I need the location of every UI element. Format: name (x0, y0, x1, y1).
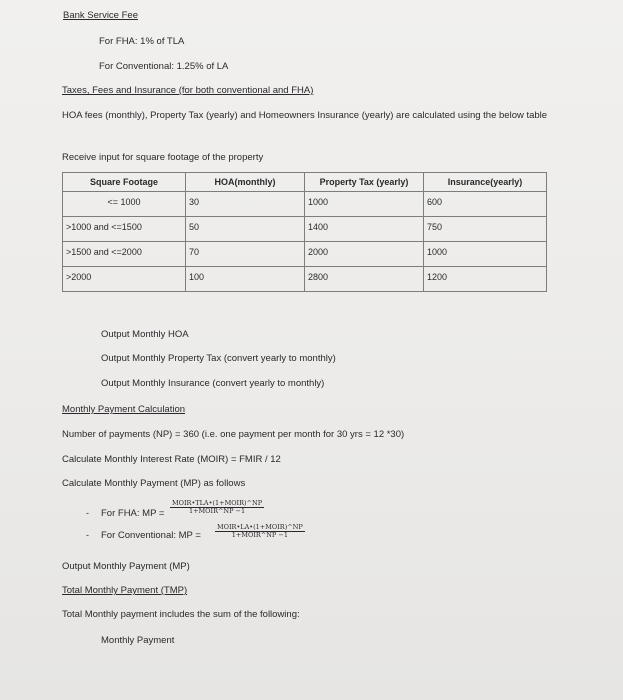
table-cell: 50 (186, 217, 305, 242)
fha-formula-numerator: MOIR•TLA•(1+MOIR)^NP (172, 499, 263, 507)
conventional-formula-numerator: MOIR•LA•(1+MOIR)^NP (217, 523, 303, 531)
bank-fee-conventional: For Conventional: 1.25% of LA (99, 61, 229, 72)
table-cell: 100 (186, 267, 305, 292)
table-cell: 1200 (424, 267, 547, 292)
table-row (63, 242, 547, 267)
output-tax: Output Monthly Property Tax (convert yearly to monthly) (101, 353, 336, 364)
payment-heading: Monthly Payment Calculation (62, 404, 186, 415)
header-insurance: Insurance(yearly) (424, 173, 547, 192)
table-cell: 2800 (305, 267, 424, 292)
monthly-interest-rate: Calculate Monthly Interest Rate (MOIR) = FMIR / 12 (62, 454, 281, 465)
table-cell: >1500 and <=2000 (63, 242, 186, 267)
output-monthly-payment: Output Monthly Payment (MP) (62, 561, 190, 572)
table-cell: 70 (186, 242, 305, 267)
table-cell: 30 (186, 192, 305, 217)
monthly-payment-intro: Calculate Monthly Payment (MP) as follows (62, 478, 246, 489)
conventional-formula-denominator: 1+MOIR^NP −1 (231, 531, 288, 539)
fha-formula-label: For FHA: MP = (101, 508, 165, 519)
fha-formula (170, 500, 264, 515)
bullet-marker: - (86, 530, 89, 540)
table-cell: 750 (424, 217, 547, 242)
header-hoa: HOA(monthly) (186, 173, 305, 192)
table-header-row (63, 173, 547, 192)
output-insurance: Output Monthly Insurance (convert yearly to monthly) (101, 378, 325, 389)
conventional-formula (215, 524, 305, 539)
total-payment-item-monthly-payment: Monthly Payment (101, 635, 175, 646)
table-cell: >2000 (63, 267, 186, 292)
taxes-description: HOA fees (monthly), Property Tax (yearly) and Homeowners Insurance (yearly) are calculated using the below table (62, 110, 548, 121)
table-cell: 1000 (424, 242, 547, 267)
table-cell: 1000 (305, 192, 424, 217)
total-payment-heading: Total Monthly Payment (TMP) (62, 585, 188, 596)
table-cell: 600 (424, 192, 547, 217)
table-row (63, 267, 547, 292)
bullet-marker: - (86, 508, 89, 518)
fha-formula-denominator: 1+MOIR^NP −1 (188, 507, 246, 515)
table-cell: <= 1000 (63, 192, 186, 217)
table-cell: 2000 (305, 242, 424, 267)
fee-table (62, 172, 547, 292)
bank-fee-fha: For FHA: 1% of TLA (99, 36, 185, 47)
table-row (63, 217, 547, 242)
total-payment-description: Total Monthly payment includes the sum of the following: (62, 609, 300, 620)
header-square-footage: Square Footage (63, 173, 186, 192)
bank-fee-heading: Bank Service Fee (63, 10, 138, 21)
conventional-formula-label: For Conventional: MP = (101, 530, 201, 541)
header-property-tax: Property Tax (yearly) (305, 173, 424, 192)
taxes-heading: Taxes, Fees and Insurance (for both conventional and FHA) (62, 85, 314, 96)
table-cell: >1000 and <=1500 (63, 217, 186, 242)
output-hoa: Output Monthly HOA (101, 329, 189, 340)
number-of-payments: Number of payments (NP) = 360 (i.e. one payment per month for 30 yrs = 12 *30) (62, 429, 405, 440)
input-prompt: Receive input for square footage of the property (62, 152, 264, 163)
table-row (63, 192, 547, 217)
table-cell: 1400 (305, 217, 424, 242)
